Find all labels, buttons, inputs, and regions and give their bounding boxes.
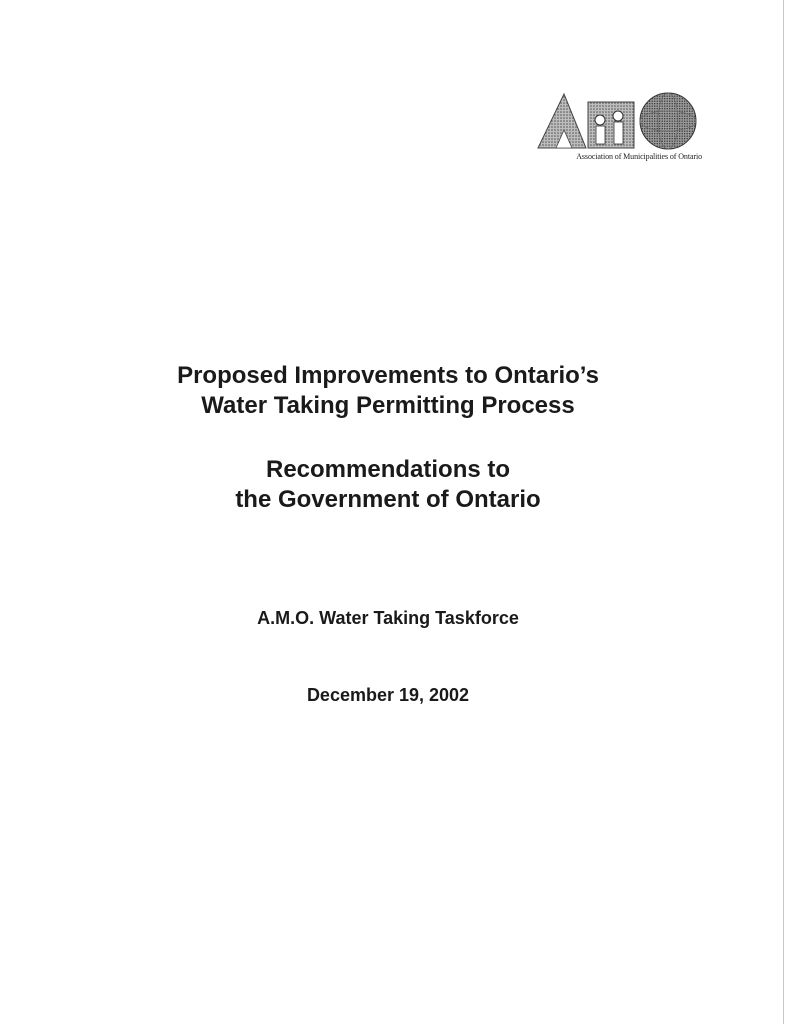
document-title (100, 361, 676, 421)
page-edge-line (783, 0, 784, 1024)
author-line: A.M.O. Water Taking Taskforce (257, 608, 519, 628)
title-line-2: Water Taking Permitting Process (201, 392, 575, 419)
subtitle-line-2: the Government of Ontario (235, 486, 541, 513)
document-date: December 19, 2002 (306, 685, 470, 705)
title-line-1: Proposed Improvements to Ontario’s (177, 362, 599, 389)
logo-caption: Association of Municipalities of Ontario (576, 152, 702, 161)
document-subtitle (100, 455, 676, 515)
amo-logo-graphic (536, 90, 700, 152)
subtitle-line-1: Recommendations to (265, 456, 511, 483)
amo-logo (530, 90, 702, 164)
